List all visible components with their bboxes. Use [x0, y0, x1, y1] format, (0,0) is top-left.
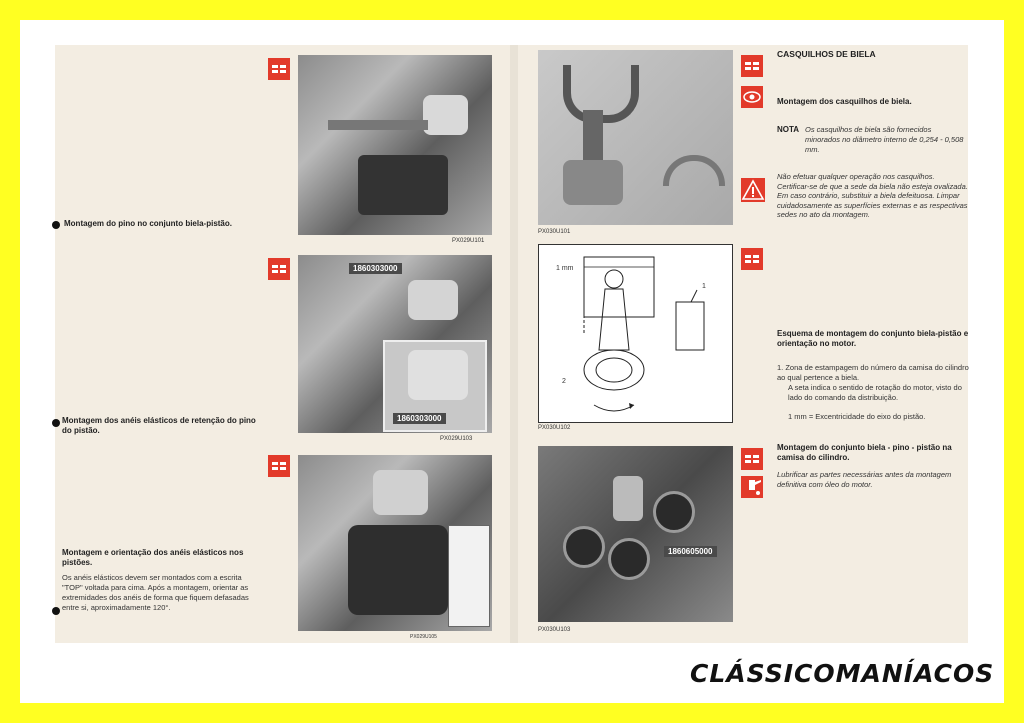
nota-text: Os casquilhos de biela são fornecidos minorados no diâmetro interno de 0,254 - 0,508 mm. [805, 125, 964, 154]
part-number-stamp: 1860303000 [393, 413, 446, 424]
wrench-tool-icon [268, 258, 290, 280]
bullet-marker [52, 607, 60, 615]
section-heading: Montagem do pino no conjunto biela-pistão. [64, 219, 232, 228]
brand-logo: CLÁSSICOMANÍACOS [690, 659, 995, 688]
scheme-item-1b: A seta indica o sentido de rotação do motor, visto do lado do comando da distribuição. [788, 383, 962, 402]
page-spine [510, 45, 518, 643]
wrench-tool-icon [741, 55, 763, 77]
photo-bearing-shells [538, 50, 733, 225]
page-title: CASQUILHOS DE BIELA [777, 49, 876, 59]
photo-code: PX029U103 [440, 436, 473, 442]
part-number-stamp: 1860605000 [664, 546, 717, 557]
warning-icon [741, 178, 765, 202]
bullet-marker [52, 221, 60, 229]
assembly-heading: Montagem do conjunto biela - pino - pistão na camisa do cilindro. [777, 443, 952, 462]
scheme-heading: Esquema de montagem do conjunto biela-pistão e orientação no motor. [777, 329, 969, 348]
wrench-tool-icon [741, 448, 763, 470]
photo-ring-orientation [298, 455, 492, 631]
subtitle: Montagem dos casquilhos de biela. [777, 97, 912, 106]
photo-code: PX030U103 [538, 627, 571, 633]
nota-label: NOTA [777, 125, 800, 134]
section-body: Os anéis elásticos devem ser montados com a escrita "TOP" voltada para cima. Após a montagem, orientar as extremidades dos anéis de forma que fiquem defasadas entre si, aproximadamente 120°. [62, 573, 249, 612]
photo-ring-retention [298, 255, 492, 433]
diagram-label-2: 2 [562, 378, 566, 385]
wrench-tool-icon [268, 58, 290, 80]
oil-can-icon [741, 476, 763, 498]
eye-icon [741, 86, 763, 108]
diagram-label-mm: 1 mm [556, 265, 574, 272]
wrench-tool-icon [741, 248, 763, 270]
part-number-stamp: 1860303000 [349, 263, 402, 274]
section-heading: Montagem dos anéis elásticos de retenção do pino do pistão. [62, 416, 256, 435]
photo-code: PX029U101 [452, 238, 485, 244]
section-heading: Montagem e orientação dos anéis elásticos nos pistões. [62, 548, 244, 567]
scheme-item-2: 1 mm = Excentricidade do eixo do pistão. [788, 412, 926, 421]
scheme-item-1: 1. Zona de estampagem do número da camisa do cilindro ao qual pertence a biela. [777, 363, 969, 382]
photo-pin-assembly [298, 55, 492, 235]
wrench-tool-icon [268, 455, 290, 477]
warning-text: Não efetuar qualquer operação nos casquilhos. Certificar-se de que a sede da biela não esteja ovalizada. Em caso contrário, substituir a biela defeituosa. Limpar cuidadosamente as superfícies externas e as respectivas sedes no ato da montagem. [777, 172, 968, 219]
photo-code: PX030U102 [538, 425, 571, 431]
diagram-label-1: 1 [702, 283, 706, 290]
photo-engine-block [538, 446, 733, 622]
photo-code: PX030U101 [538, 229, 571, 235]
photo-code: PX029U105 [410, 634, 437, 640]
bullet-marker [52, 419, 60, 427]
assembly-text: Lubrificar as partes necessárias antes da montagem definitiva com óleo do motor. [777, 470, 952, 489]
